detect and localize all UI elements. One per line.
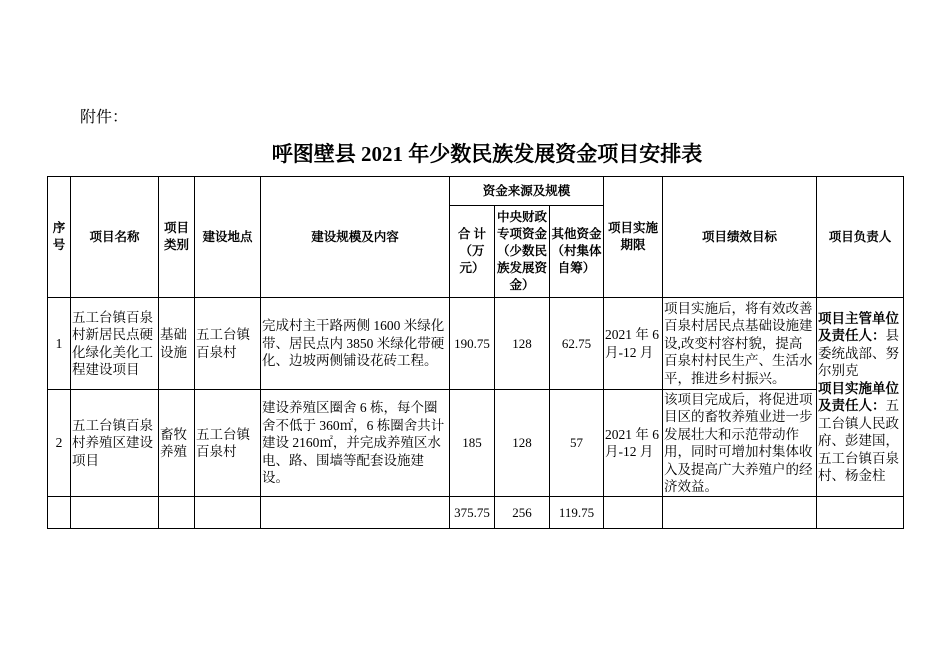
supervisor-label: 项目主管单位及责任人： (818, 310, 899, 343)
empty-cell (261, 497, 450, 529)
cell-scope: 完成村主干路两侧 1600 米绿化带、居民点内 3850 米绿化带硬化、边坡两侧铺设花砖工程。 (261, 298, 450, 390)
header-central-funds: 中央财政专项资金（少数民族发展资金） (495, 206, 550, 298)
cell-performance-goal: 项目实施后，将有效改善百泉村居民点基础设施建设,改变村容村貌，提高百泉村村民生产、生活水平，推进乡村振兴。 (663, 298, 817, 390)
project-table (47, 176, 904, 529)
implementer-block (818, 380, 902, 485)
cell-responsible (817, 298, 904, 497)
cell-location: 五工台镇百泉村 (195, 390, 261, 497)
header-other-funds: 其他资金（村集体自筹） (550, 206, 604, 298)
cell-project-name: 五工台镇百泉村新居民点硬化绿化美化工程建设项目 (71, 298, 159, 390)
total-other-sum: 119.75 (550, 497, 604, 529)
cell-category: 畜牧养殖 (159, 390, 195, 497)
header-funding-sources: 资金来源及规模 (450, 177, 604, 206)
cell-total-funds: 190.75 (450, 298, 495, 390)
header-responsible: 项目负责人 (817, 177, 904, 298)
cell-seq: 2 (48, 390, 71, 497)
empty-cell (663, 497, 817, 529)
header-category: 项目类别 (159, 177, 195, 298)
cell-period: 2021 年 6 月-12 月 (604, 298, 663, 390)
total-sum: 375.75 (450, 497, 495, 529)
empty-cell (71, 497, 159, 529)
cell-other-funds: 62.75 (550, 298, 604, 390)
header-seq: 序号 (48, 177, 71, 298)
cell-performance-goal: 该项目完成后，将促进项目区的畜牧养殖业进一步发展壮大和示范带动作用，同时可增加村集体收入及提高广大养殖户的经济效益。 (663, 390, 817, 497)
header-row (48, 177, 904, 206)
table-row (48, 298, 904, 390)
cell-total-funds: 185 (450, 390, 495, 497)
header-project-name: 项目名称 (71, 177, 159, 298)
header-scope: 建设规模及内容 (261, 177, 450, 298)
cell-project-name: 五工台镇百泉村养殖区建设项目 (71, 390, 159, 497)
empty-cell (604, 497, 663, 529)
header-performance-goal: 项目绩效目标 (663, 177, 817, 298)
total-central-sum: 256 (495, 497, 550, 529)
cell-seq: 1 (48, 298, 71, 390)
cell-period: 2021 年 6 月-12 月 (604, 390, 663, 497)
cell-category: 基础设施 (159, 298, 195, 390)
supervisor-value: 县委统战部、努尔别克 (818, 328, 899, 378)
header-period: 项目实施期限 (604, 177, 663, 298)
header-total-funds: 合 计（万元） (450, 206, 495, 298)
cell-scope: 建设养殖区圈舍 6 栋，每个圈舍不低于 360㎡，6 栋圈舍共计建设 2160㎡，并完成养殖区水电、路、围墙等配套设施建设。 (261, 390, 450, 497)
cell-location: 五工台镇百泉村 (195, 298, 261, 390)
totals-row (48, 497, 904, 529)
table-row (48, 390, 904, 497)
cell-central-funds: 128 (495, 298, 550, 390)
empty-cell (48, 497, 71, 529)
cell-other-funds: 57 (550, 390, 604, 497)
cell-central-funds: 128 (495, 390, 550, 497)
empty-cell (817, 497, 904, 529)
empty-cell (195, 497, 261, 529)
header-location: 建设地点 (195, 177, 261, 298)
implementer-value: 五工台镇人民政府、彭建国，五工台镇百泉村、杨金柱 (818, 398, 899, 483)
attachment-label: 附件： (80, 109, 129, 126)
empty-cell (159, 497, 195, 529)
supervisor-block (818, 310, 902, 380)
implementer-label: 项目实施单位及责任人： (818, 380, 899, 413)
page-title: 呼图壁县 2021 年少数民族发展资金项目安排表 (271, 142, 703, 166)
